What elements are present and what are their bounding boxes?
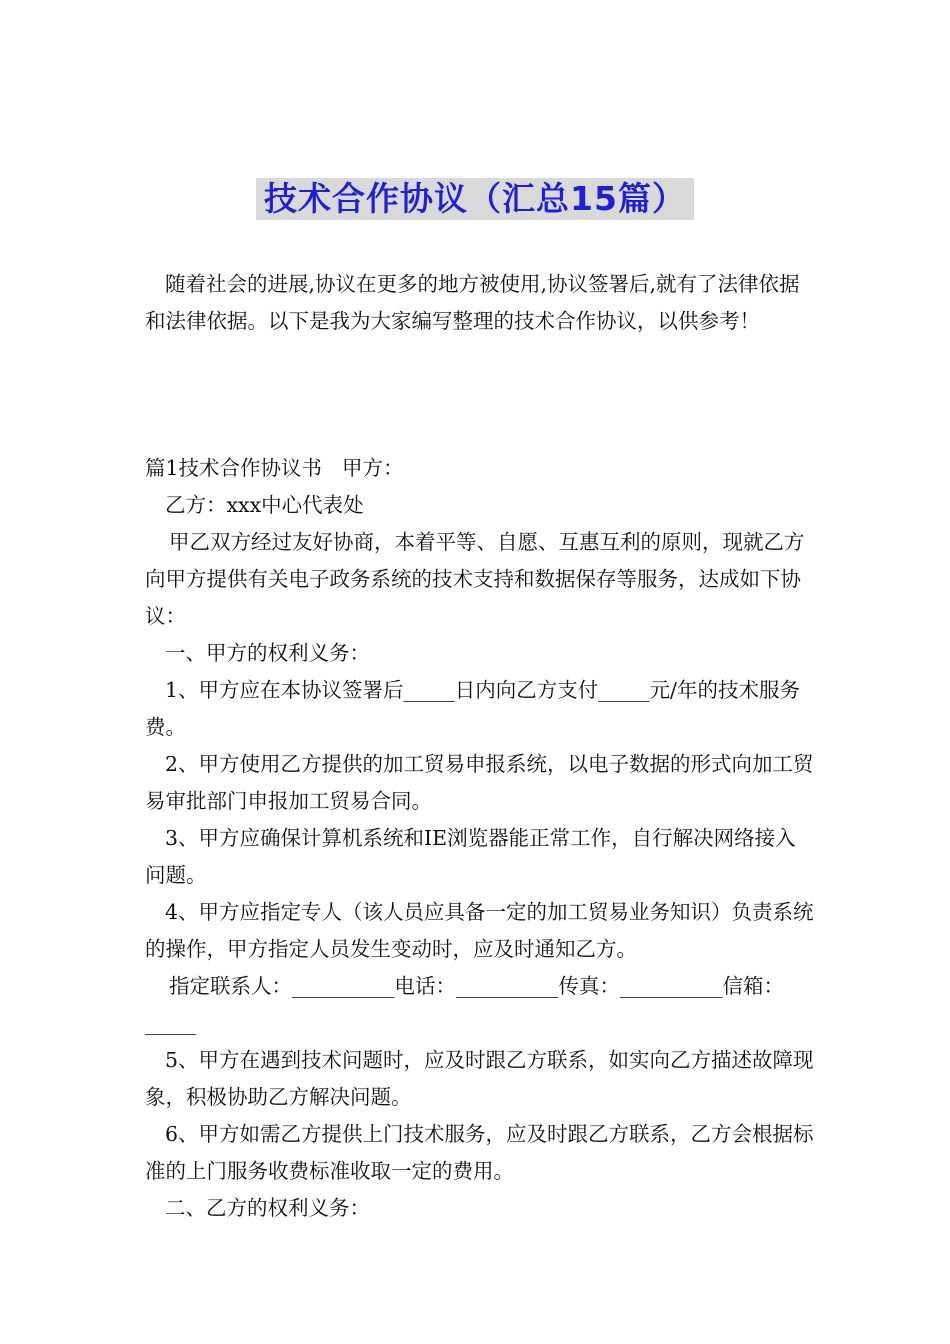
clause-3: 3、甲方应确保计算机系统和IE浏览器能正常工作，自行解决网络接入问题。 — [145, 826, 796, 887]
clause-2: 2、甲方使用乙方提供的加工贸易申报系统，以电子数据的形式向加工贸易审批部门申报加工贸易合同。 — [145, 752, 814, 813]
clause-5: 5、甲方在遇到技术问题时，应及时跟乙方联系，如实向乙方描述故障现象，积极协助乙方解决问题。 — [145, 1048, 814, 1109]
party-a-label: 甲方： — [342, 456, 404, 480]
contact-line: 指定联系人：__________电话：__________传真：__________信箱：_____ — [145, 974, 784, 1035]
agreement-body — [145, 450, 815, 1227]
clause-1: 1、甲方应在本协议签署后_____日内向乙方支付_____元/年的技术服务费。 — [145, 678, 800, 739]
preamble-paragraph: 甲乙双方经过友好协商，本着平等、自愿、互惠互利的原则，现就乙方向甲方提供有关电子政务系统的技术支持和数据保存等服务，达成如下协议： — [145, 530, 805, 628]
part1-heading: 一、甲方的权利义务： — [165, 641, 370, 665]
intro-block — [145, 266, 815, 340]
title-container — [0, 178, 950, 220]
party-b-line: 乙方：xxx中心代表处 — [165, 493, 364, 517]
clause-4: 4、甲方应指定专人（该人员应具备一定的加工贸易业务知识）负责系统的操作，甲方指定人员发生变动时，应及时通知乙方。 — [145, 900, 814, 961]
document-title: 技术合作协议（汇总15篇） — [256, 178, 694, 220]
part2-heading: 二、乙方的权利义务： — [165, 1196, 370, 1220]
clause-6: 6、甲方如需乙方提供上门技术服务，应及时跟乙方联系，乙方会根据标准的上门服务收费标准收取一定的费用。 — [145, 1122, 814, 1183]
section-heading: 篇1技术合作协议书 — [145, 456, 323, 480]
intro-paragraph: 随着社会的进展,协议在更多的地方被使用,协议签署后,就有了法律依据和法律依据。以下是我为大家编写整理的技术合作协议，以供参考！ — [145, 272, 800, 333]
section-heading-line — [145, 450, 815, 487]
